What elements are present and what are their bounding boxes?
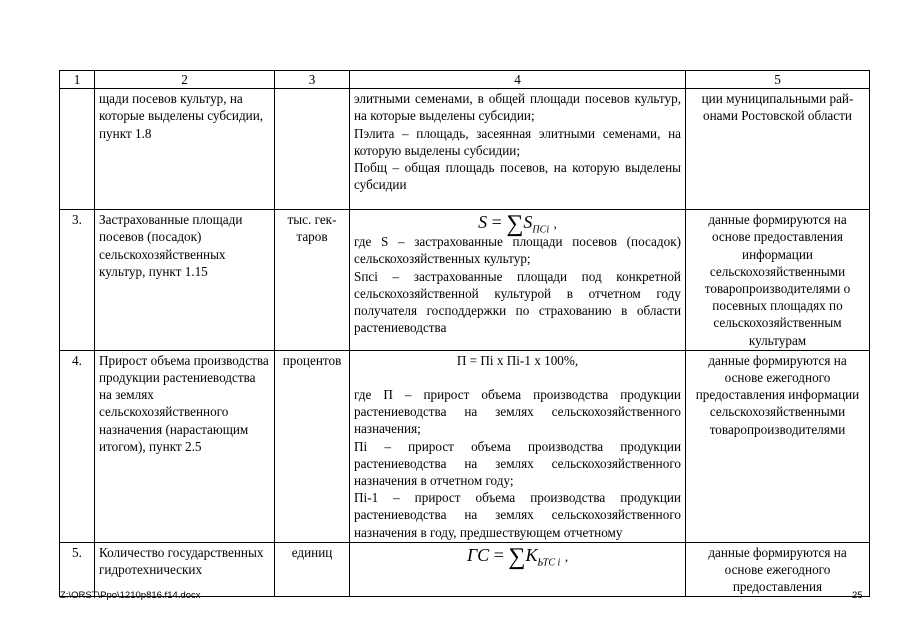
sum-formula: ГС = $\sum К_{ЬТС і}$ , bbox=[466, 543, 569, 570]
indicator-source: данные формируются на основе ежегодного предоставления bbox=[686, 542, 870, 597]
method-line: Пі – прирост объема производства продукции растениеводства на землях сельскохозяйственного назначения в отчетном году; bbox=[354, 438, 681, 489]
table-row bbox=[60, 350, 870, 542]
table-row bbox=[60, 542, 870, 597]
indicator-method bbox=[350, 89, 686, 210]
indicators-table bbox=[59, 70, 870, 597]
method-line: где S – застрахованные площади посевов (посадок) сельскохозяйственных культур; bbox=[354, 234, 681, 267]
indicator-unit bbox=[275, 89, 350, 210]
header-cell: 3 bbox=[275, 71, 350, 89]
table-row bbox=[60, 210, 870, 351]
table-header-row bbox=[60, 71, 870, 89]
sum-symbol: ∑ bbox=[508, 543, 526, 570]
method-line: где П – прирост объема производства продукции растениеводства на землях сельскохозяйственного назначения; bbox=[354, 387, 681, 437]
method-line: Пэлита – площадь, засеянная элитными семенами, на которую выделены субсидии; bbox=[354, 125, 681, 158]
footer-file-path: Z:\ORST\Ppo\1210p816.f14.docx bbox=[60, 590, 201, 601]
row-number: 4. bbox=[60, 350, 95, 542]
indicator-unit: единиц bbox=[275, 542, 350, 597]
sum-formula: $S = \sum S_{ПСі}$ , bbox=[478, 211, 557, 238]
indicator-source: данные формируются на основе предоставления информации сельскохозяйственными товаропроизводителями о посевных площадях по сельскохозяйственным культурам bbox=[686, 210, 870, 351]
indicator-unit: процентов bbox=[275, 350, 350, 542]
method-line: элитными семенами, в общей площади посевов культур, на которые выделены субсидии; bbox=[354, 91, 681, 124]
indicator-method bbox=[350, 350, 686, 542]
row-number: 3. bbox=[60, 210, 95, 351]
method-line: Побщ – общая площадь посевов, на которую выделены субсидии bbox=[354, 160, 681, 193]
indicator-name: щади посевов культур, на которые выделены субсидии, пункт 1.8 bbox=[95, 89, 275, 210]
growth-formula: П = Пі х Пі-1 х 100%, bbox=[456, 352, 579, 368]
method-line: Пі-1 – прирост объема производства продукции растениеводства на землях сельскохозяйственного назначения в году, предшествующем отчетному bbox=[354, 490, 681, 540]
row-number: 5. bbox=[60, 542, 95, 597]
indicator-source: ции муниципальными рай-онами Ростовской области bbox=[686, 89, 870, 210]
indicator-name: Количество государственных гидротехнических bbox=[95, 542, 275, 597]
header-cell: 5 bbox=[686, 71, 870, 89]
indicator-unit: тыс. гек-таров bbox=[275, 210, 350, 351]
indicator-method bbox=[350, 210, 686, 351]
header-cell: 2 bbox=[95, 71, 275, 89]
row-number bbox=[60, 89, 95, 210]
sum-symbol: ∑ bbox=[506, 211, 524, 238]
indicator-source: данные формируются на основе ежегодного предоставления информации сельскохозяйственными товаропроизводителями bbox=[686, 350, 870, 542]
indicator-name: Застрахованные площади посевов (посадок) сельскохозяйственных культур, пункт 1.15 bbox=[95, 210, 275, 351]
indicator-method bbox=[350, 542, 686, 597]
indicator-name: Прирост объема производства продукции растениеводства на землях сельскохозяйственного назначения (нарастающим итогом), пункт 2.5 bbox=[95, 350, 275, 542]
header-cell: 1 bbox=[60, 71, 95, 89]
method-line: Sпсі – застрахованные площади под конкретной сельскохозяйственной культурой в отчетном году получателя господдержки по страхованию в области растениеводства bbox=[354, 268, 681, 336]
header-cell: 4 bbox=[350, 71, 686, 89]
table-row bbox=[60, 89, 870, 210]
page-number: 25 bbox=[852, 590, 863, 601]
